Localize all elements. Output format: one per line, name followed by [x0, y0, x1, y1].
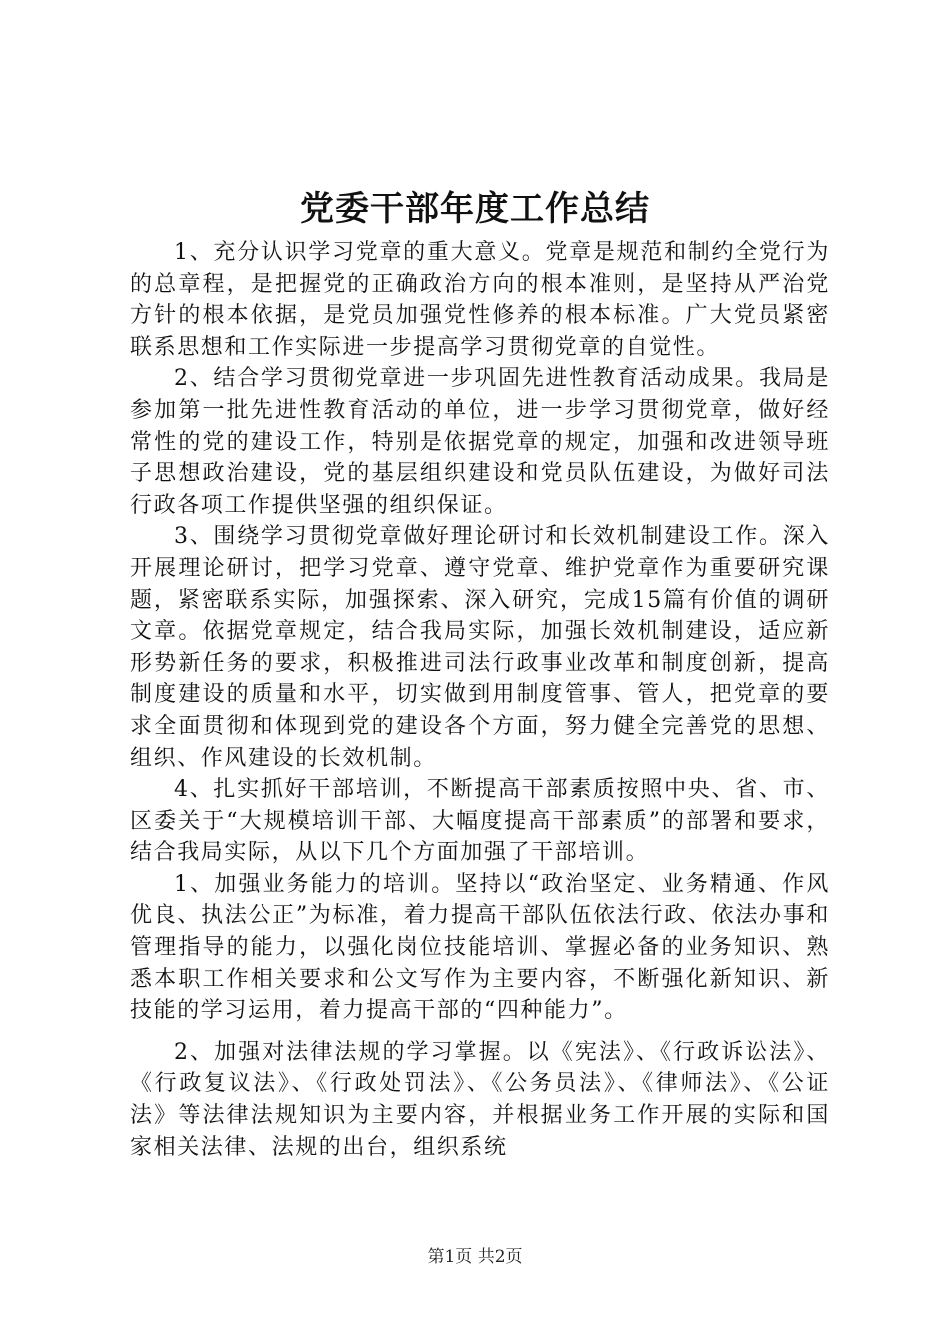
paragraph-4: 4、扎实抓好干部培训，不断提高干部素质按照中央、省、市、区委关于“大规模培训干部、大幅度提高干部素质”的部署和要求，结合我局实际，从以下几个方面加强了干部培训。 — [130, 777, 830, 866]
document-title: 党委干部年度工作总结 — [300, 189, 650, 229]
paragraph-3: 3、围绕学习贯彻党章做好理论研讨和长效机制建设工作。深入开展理论研讨，把学习党章、遵守党章、维护党章作为重要研究课题，紧密联系实际，加强探索、深入研究，完成15篇有价值的调研文章。依据党章规定，结合我局实际，加强长效机制建设，适应新形势新任务的要求，积极推进司法行政事业改革和制度创新，提高制度建设的质量和水平，切实做到用制度管事、管人，把党章的要求全面贯彻和体现到党的建设各个方面，努力健全完善党的思想、组织、作风建设的长效机制。 — [130, 524, 830, 771]
paragraph-5: 1、加强业务能力的培训。坚持以“政治坚定、业务精通、作风优良、执法公正”为标准，着力提高干部队伍依法行政、依法办事和管理指导的能力，以强化岗位技能培训、掌握必备的业务知识、熟悉本职工作相关要求和公文写作为主要内容，不断强化新知识、新技能的学习运用，着力提高干部的“四种能力”。 — [130, 871, 830, 1024]
paragraph-1: 1、充分认识学习党章的重大意义。党章是规范和制约全党行为的总章程，是把握党的正确政治方向的根本准则，是坚持从严治党方针的根本依据，是党员加强党性修养的根本标准。广大党员紧密联系思想和工作实际进一步提高学习贯彻党章的自觉性。 — [130, 240, 830, 360]
document-body — [130, 237, 830, 1163]
paragraph-2: 2、结合学习贯彻党章进一步巩固先进性教育活动成果。我局是参加第一批先进性教育活动的单位，进一步学习贯彻党章，做好经常性的党的建设工作，特别是依据党章的规定，加强和改进领导班子思想政治建设，党的基层组织建设和党员队伍建设，为做好司法行政各项工作提供坚强的组织保证。 — [130, 366, 830, 518]
page-number-footer: 第1页 共2页 — [427, 1247, 523, 1267]
paragraph-6: 2、加强对法律法规的学习掌握。以《宪法》、《行政诉讼法》、《行政复议法》、《行政处罚法》、《公务员法》、《律师法》、《公证法》等法律法规知识为主要内容，并根据业务工作开展的实际和国家相关法律、法规的出台，组织系统 — [130, 1039, 830, 1160]
